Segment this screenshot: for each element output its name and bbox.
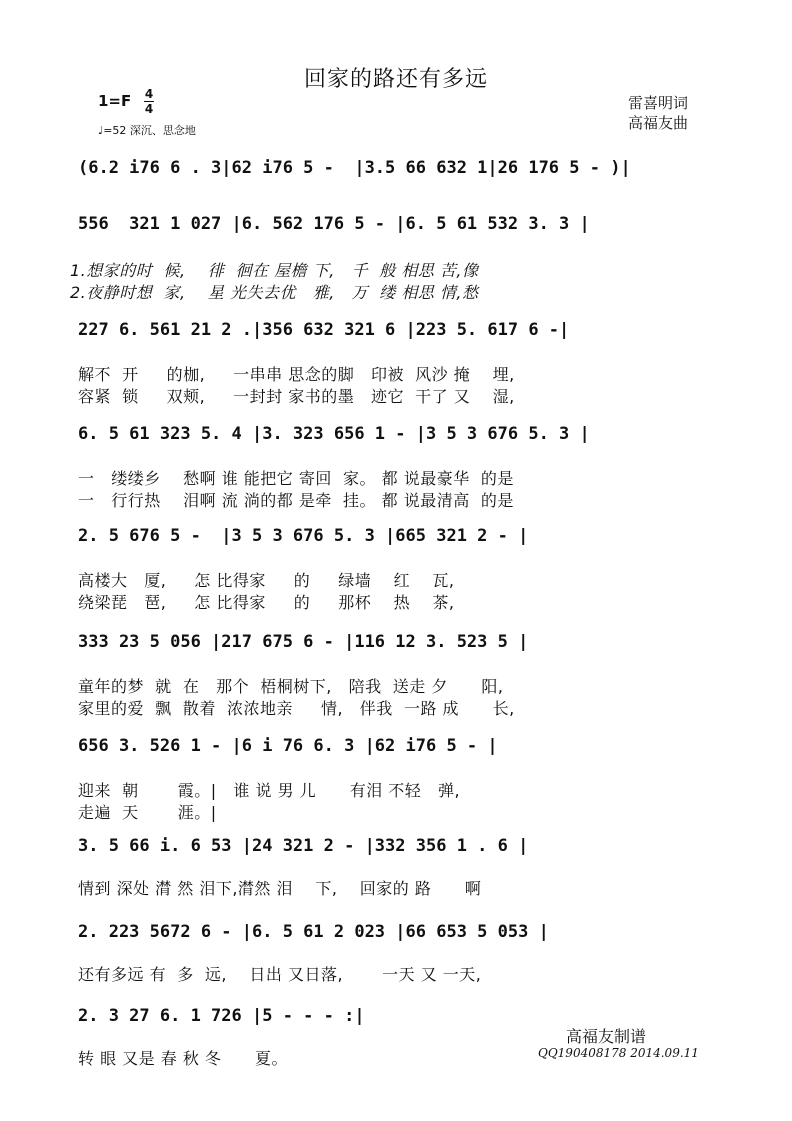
lyric-verse-1: 高楼大 厦, 怎 比得家 的 绿墙 红 瓦,	[78, 571, 455, 590]
notation-line: 333 23 5 056 |217 675 6 - |116 12 3. 523 5 |	[78, 632, 529, 652]
lyric-verse-2: 走遍 天 涯。|	[78, 803, 217, 822]
notation-line: 2. 5 676 5 - |3 5 3 676 5. 3 |665 321 2 - |	[78, 526, 529, 546]
lyric-verse-2: 2.夜静时想 家, 星 光失去优 雅, 万 缕 相思 情,愁	[70, 283, 479, 302]
time-signature	[144, 88, 154, 115]
lyric-verse-2: 家里的爱 飘 散着 浓浓地亲 情, 伴我 一路 成 长,	[78, 699, 515, 718]
lyric-line: 还有多远 有 多 远, 日出 又日落, 一天 又 一天,	[78, 965, 482, 984]
score-row	[78, 922, 718, 952]
score-row	[78, 320, 718, 350]
score-row-intro	[78, 158, 718, 188]
notation-line: 3. 5 66 i. 6 53 |24 321 2 - |332 356 1 . 6 |	[78, 836, 529, 856]
contact-info: QQ190408178 2014.09.11	[538, 1046, 699, 1060]
notation-line: 2. 223 5672 6 - |6. 5 61 2 023 |66 653 5 053 |	[78, 922, 549, 942]
notation-line: 2. 3 27 6. 1 726 |5 - - - :|	[78, 1006, 365, 1026]
time-signature-top: 4	[144, 87, 154, 101]
lyric-line: 转 眼 又是 春 秋 冬 夏。	[78, 1049, 288, 1068]
lyric-line: 情到 深处 潸 然 泪下,潸然 泪 下, 回家的 路 啊	[78, 879, 482, 898]
score-row	[78, 214, 718, 244]
lyric-verse-2: 一 行行热 泪啊 流 淌的都 是牵 挂。 都 说最清高 的是	[78, 491, 514, 510]
score-row	[78, 632, 718, 662]
key-signature: 1=F	[98, 92, 132, 110]
lyric-verse-1: 迎来 朝 霞。| 谁 说 男 儿 有泪 不轻 弹,	[78, 781, 461, 800]
score-row	[78, 526, 718, 556]
lyric-verse-2: 容紧 锁 双颊, 一封封 家书的墨 迹它 干了 又 湿,	[78, 387, 515, 406]
composer-credit: 高福友曲	[628, 114, 689, 132]
lyric-verse-1: 童年的梦 就 在 那个 梧桐树下, 陪我 送走 夕 阳,	[78, 677, 504, 696]
lyric-verse-2: 绕梁琵 琶, 怎 比得家 的 那杯 热 茶,	[78, 593, 455, 612]
notation-line: 6. 5 61 323 5. 4 |3. 323 656 1 - |3 5 3 676 5. 3 |	[78, 424, 590, 444]
song-title: 回家的路还有多远	[303, 67, 488, 92]
notation-line: (6.2 i76 6 . 3|62 i76 5 - |3.5 66 632 1|26 176 5 - )|	[78, 158, 631, 178]
lyric-verse-1: 1.想家的时 候, 徘 徊在 屋檐 下, 千 般 相思 苦,像	[70, 261, 479, 280]
time-signature-bottom: 4	[144, 102, 154, 116]
score-row	[78, 736, 718, 766]
arranger-credit: 高福友制谱	[566, 1027, 647, 1046]
notation-line: 556 321 1 027 |6. 562 176 5 - |6. 5 61 532 3. 3 |	[78, 214, 590, 234]
tempo-marking: ♩=52 深沉、思念地	[98, 124, 196, 137]
score-row	[78, 836, 718, 866]
lyric-verse-1: 解不 开 的枷, 一串串 思念的脚 印被 风沙 掩 埋,	[78, 365, 515, 384]
lyricist-credit: 雷喜明词	[628, 94, 689, 112]
notation-line: 656 3. 526 1 - |6 i 76 6. 3 |62 i76 5 - |	[78, 736, 498, 756]
notation-line: 227 6. 561 21 2 .|356 632 321 6 |223 5. 617 6 -|	[78, 320, 570, 340]
lyric-verse-1: 一 缕缕乡 愁啊 谁 能把它 寄回 家。 都 说最豪华 的是	[78, 469, 514, 488]
score-row	[78, 424, 718, 454]
